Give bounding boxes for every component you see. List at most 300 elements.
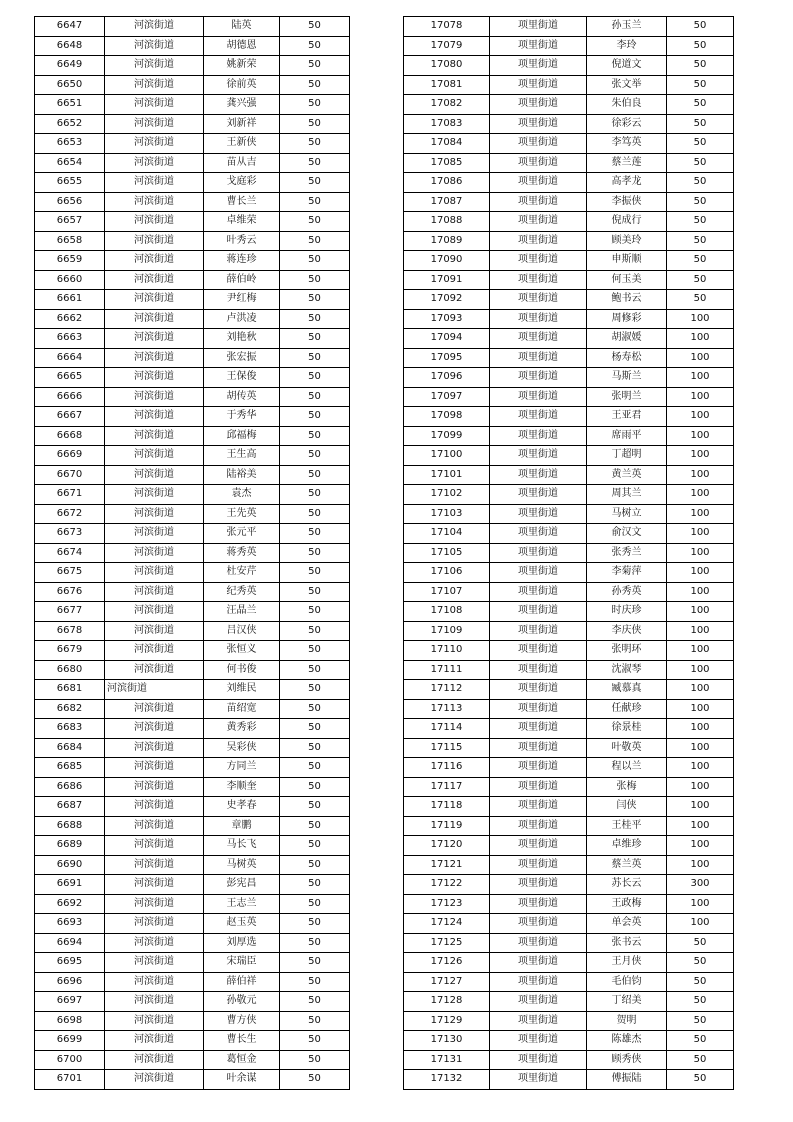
name-cell: 胡德恩 <box>204 36 280 56</box>
name-cell: 蒋连珍 <box>204 251 280 271</box>
table-row <box>404 855 734 875</box>
table-row <box>35 17 350 37</box>
row-number-cell: 17106 <box>404 563 490 583</box>
table-row <box>404 621 734 641</box>
street-cell: 河滨街道 <box>105 621 204 641</box>
table-row <box>404 192 734 212</box>
row-number-cell: 17131 <box>404 1050 490 1070</box>
table-row <box>35 680 350 700</box>
name-cell: 龚兴强 <box>204 95 280 115</box>
street-cell: 河滨街道 <box>105 894 204 914</box>
row-number-cell: 17084 <box>404 134 490 154</box>
amount-cell: 50 <box>280 368 350 388</box>
name-cell: 闫侠 <box>587 797 667 817</box>
row-number-cell: 17112 <box>404 680 490 700</box>
amount-cell: 50 <box>280 777 350 797</box>
amount-cell: 50 <box>280 173 350 193</box>
table-row <box>35 875 350 895</box>
street-cell: 项里街道 <box>490 855 587 875</box>
amount-cell: 50 <box>280 56 350 76</box>
street-cell: 项里街道 <box>490 134 587 154</box>
name-cell: 刘艳秋 <box>204 329 280 349</box>
street-cell: 河滨街道 <box>105 836 204 856</box>
name-cell: 倪成行 <box>587 212 667 232</box>
street-cell: 项里街道 <box>490 485 587 505</box>
table-row <box>35 855 350 875</box>
amount-cell: 50 <box>667 173 734 193</box>
row-number-cell: 17126 <box>404 953 490 973</box>
right-table <box>403 16 734 1090</box>
name-cell: 薛伯岭 <box>204 270 280 290</box>
amount-cell: 50 <box>280 75 350 95</box>
name-cell: 顾秀侠 <box>587 1050 667 1070</box>
amount-cell: 50 <box>280 524 350 544</box>
amount-cell: 50 <box>280 387 350 407</box>
amount-cell: 50 <box>280 953 350 973</box>
amount-cell: 100 <box>667 680 734 700</box>
street-cell: 项里街道 <box>490 192 587 212</box>
row-number-cell: 6678 <box>35 621 105 641</box>
name-cell: 周其兰 <box>587 485 667 505</box>
row-number-cell: 6701 <box>35 1070 105 1090</box>
amount-cell: 50 <box>667 1031 734 1051</box>
row-number-cell: 17130 <box>404 1031 490 1051</box>
row-number-cell: 6670 <box>35 465 105 485</box>
name-cell: 时庆珍 <box>587 602 667 622</box>
amount-cell: 50 <box>280 212 350 232</box>
name-cell: 宋瑞臣 <box>204 953 280 973</box>
row-number-cell: 17125 <box>404 933 490 953</box>
amount-cell: 100 <box>667 641 734 661</box>
street-cell: 河滨街道 <box>105 36 204 56</box>
street-cell: 项里街道 <box>490 368 587 388</box>
name-cell: 张宏振 <box>204 348 280 368</box>
name-cell: 丁超明 <box>587 446 667 466</box>
name-cell: 李顺奎 <box>204 777 280 797</box>
amount-cell: 100 <box>667 777 734 797</box>
amount-cell: 50 <box>280 1050 350 1070</box>
name-cell: 王生高 <box>204 446 280 466</box>
table-row <box>404 348 734 368</box>
row-number-cell: 6695 <box>35 953 105 973</box>
street-cell: 项里街道 <box>490 621 587 641</box>
table-row <box>404 836 734 856</box>
street-cell: 河滨街道 <box>105 485 204 505</box>
amount-cell: 100 <box>667 465 734 485</box>
name-cell: 李振侠 <box>587 192 667 212</box>
table-row <box>404 504 734 524</box>
amount-cell: 50 <box>280 680 350 700</box>
row-number-cell: 6694 <box>35 933 105 953</box>
amount-cell: 100 <box>667 660 734 680</box>
table-row <box>404 719 734 739</box>
street-cell: 项里街道 <box>490 36 587 56</box>
street-cell: 项里街道 <box>490 719 587 739</box>
table-row <box>35 387 350 407</box>
row-number-cell: 17088 <box>404 212 490 232</box>
row-number-cell: 6681 <box>35 680 105 700</box>
row-number-cell: 6700 <box>35 1050 105 1070</box>
table-row <box>404 309 734 329</box>
table-row <box>35 153 350 173</box>
name-cell: 高孝龙 <box>587 173 667 193</box>
row-number-cell: 17109 <box>404 621 490 641</box>
amount-cell: 100 <box>667 836 734 856</box>
name-cell: 蔡兰英 <box>587 855 667 875</box>
row-number-cell: 6699 <box>35 1031 105 1051</box>
street-cell: 河滨街道 <box>105 758 204 778</box>
table-row <box>35 114 350 134</box>
name-cell: 徐彩云 <box>587 114 667 134</box>
row-number-cell: 6668 <box>35 426 105 446</box>
street-cell: 河滨街道 <box>105 933 204 953</box>
row-number-cell: 17122 <box>404 875 490 895</box>
street-cell: 项里街道 <box>490 582 587 602</box>
table-row <box>35 270 350 290</box>
table-row <box>404 602 734 622</box>
name-cell: 张明环 <box>587 641 667 661</box>
amount-cell: 50 <box>667 992 734 1012</box>
table-row <box>35 621 350 641</box>
amount-cell: 100 <box>667 387 734 407</box>
table-row <box>35 972 350 992</box>
name-cell: 刘厚选 <box>204 933 280 953</box>
amount-cell: 100 <box>667 914 734 934</box>
row-number-cell: 17081 <box>404 75 490 95</box>
table-row <box>404 582 734 602</box>
name-cell: 陆英 <box>204 17 280 37</box>
table-row <box>35 797 350 817</box>
street-cell: 河滨街道 <box>105 465 204 485</box>
name-cell: 薛伯祥 <box>204 972 280 992</box>
table-row <box>35 446 350 466</box>
amount-cell: 50 <box>280 465 350 485</box>
table-row <box>404 758 734 778</box>
street-cell: 项里街道 <box>490 524 587 544</box>
amount-cell: 50 <box>280 582 350 602</box>
row-number-cell: 6650 <box>35 75 105 95</box>
name-cell: 朱伯良 <box>587 95 667 115</box>
name-cell: 王政梅 <box>587 894 667 914</box>
table-row <box>35 738 350 758</box>
street-cell: 项里街道 <box>490 153 587 173</box>
row-number-cell: 6691 <box>35 875 105 895</box>
street-cell: 河滨街道 <box>105 719 204 739</box>
street-cell: 项里街道 <box>490 1050 587 1070</box>
row-number-cell: 6655 <box>35 173 105 193</box>
street-cell: 项里街道 <box>490 1070 587 1090</box>
name-cell: 胡传英 <box>204 387 280 407</box>
table-row <box>404 153 734 173</box>
amount-cell: 50 <box>280 855 350 875</box>
name-cell: 杜安芹 <box>204 563 280 583</box>
name-cell: 倪道文 <box>587 56 667 76</box>
row-number-cell: 17087 <box>404 192 490 212</box>
street-cell: 项里街道 <box>490 426 587 446</box>
row-number-cell: 17085 <box>404 153 490 173</box>
table-row <box>35 75 350 95</box>
table-row <box>35 992 350 1012</box>
street-cell: 河滨街道 <box>105 914 204 934</box>
amount-cell: 100 <box>667 699 734 719</box>
amount-cell: 50 <box>280 894 350 914</box>
street-cell: 项里街道 <box>490 56 587 76</box>
street-cell: 河滨街道 <box>105 699 204 719</box>
row-number-cell: 6648 <box>35 36 105 56</box>
name-cell: 黄秀彩 <box>204 719 280 739</box>
row-number-cell: 6671 <box>35 485 105 505</box>
row-number-cell: 17108 <box>404 602 490 622</box>
table-row <box>35 251 350 271</box>
amount-cell: 50 <box>280 563 350 583</box>
name-cell: 毛伯钧 <box>587 972 667 992</box>
name-cell: 纪秀英 <box>204 582 280 602</box>
street-cell: 河滨街道 <box>105 309 204 329</box>
table-row <box>35 563 350 583</box>
row-number-cell: 6651 <box>35 95 105 115</box>
row-number-cell: 6661 <box>35 290 105 310</box>
row-number-cell: 17127 <box>404 972 490 992</box>
name-cell: 张文举 <box>587 75 667 95</box>
amount-cell: 100 <box>667 797 734 817</box>
row-number-cell: 6672 <box>35 504 105 524</box>
street-cell: 河滨街道 <box>105 387 204 407</box>
street-cell: 项里街道 <box>490 212 587 232</box>
amount-cell: 50 <box>280 621 350 641</box>
street-cell: 项里街道 <box>490 251 587 271</box>
amount-cell: 50 <box>280 992 350 1012</box>
name-cell: 孙敬元 <box>204 992 280 1012</box>
row-number-cell: 6685 <box>35 758 105 778</box>
name-cell: 单会英 <box>587 914 667 934</box>
row-number-cell: 17095 <box>404 348 490 368</box>
row-number-cell: 6667 <box>35 407 105 427</box>
table-row <box>35 543 350 563</box>
amount-cell: 50 <box>280 972 350 992</box>
street-cell: 项里街道 <box>490 738 587 758</box>
street-cell: 河滨街道 <box>105 17 204 37</box>
name-cell: 丁绍美 <box>587 992 667 1012</box>
table-row <box>404 777 734 797</box>
name-cell: 马树英 <box>204 855 280 875</box>
street-cell: 项里街道 <box>490 309 587 329</box>
name-cell: 史孝春 <box>204 797 280 817</box>
table-row <box>35 173 350 193</box>
table-row <box>404 680 734 700</box>
name-cell: 叶余谋 <box>204 1070 280 1090</box>
name-cell: 何书俊 <box>204 660 280 680</box>
table-row <box>404 797 734 817</box>
name-cell: 叶秀云 <box>204 231 280 251</box>
amount-cell: 50 <box>280 1011 350 1031</box>
amount-cell: 100 <box>667 582 734 602</box>
street-cell: 项里街道 <box>490 95 587 115</box>
name-cell: 刘维民 <box>204 680 280 700</box>
street-cell: 河滨街道 <box>105 543 204 563</box>
name-cell: 徐景桂 <box>587 719 667 739</box>
amount-cell: 100 <box>667 543 734 563</box>
street-cell: 河滨街道 <box>105 816 204 836</box>
table-row <box>404 75 734 95</box>
table-row <box>404 641 734 661</box>
row-number-cell: 6662 <box>35 309 105 329</box>
name-cell: 王月侠 <box>587 953 667 973</box>
amount-cell: 50 <box>667 114 734 134</box>
table-row <box>404 329 734 349</box>
amount-cell: 100 <box>667 621 734 641</box>
row-number-cell: 17082 <box>404 95 490 115</box>
name-cell: 马长飞 <box>204 836 280 856</box>
street-cell: 河滨街道 <box>105 270 204 290</box>
table-row <box>35 212 350 232</box>
row-number-cell: 17105 <box>404 543 490 563</box>
row-number-cell: 6660 <box>35 270 105 290</box>
amount-cell: 50 <box>667 134 734 154</box>
row-number-cell: 17104 <box>404 524 490 544</box>
amount-cell: 50 <box>667 212 734 232</box>
row-number-cell: 6686 <box>35 777 105 797</box>
table-row <box>404 660 734 680</box>
amount-cell: 50 <box>280 153 350 173</box>
amount-cell: 50 <box>280 329 350 349</box>
row-number-cell: 6682 <box>35 699 105 719</box>
table-row <box>404 738 734 758</box>
row-number-cell: 6658 <box>35 231 105 251</box>
table-row <box>404 134 734 154</box>
table-row <box>404 465 734 485</box>
name-cell: 张秀兰 <box>587 543 667 563</box>
street-cell: 河滨街道 <box>105 348 204 368</box>
name-cell: 葛恒金 <box>204 1050 280 1070</box>
row-number-cell: 6647 <box>35 17 105 37</box>
row-number-cell: 6698 <box>35 1011 105 1031</box>
table-row <box>35 914 350 934</box>
amount-cell: 50 <box>280 1070 350 1090</box>
table-row <box>35 524 350 544</box>
name-cell: 刘新祥 <box>204 114 280 134</box>
name-cell: 马斯兰 <box>587 368 667 388</box>
amount-cell: 50 <box>667 75 734 95</box>
row-number-cell: 17093 <box>404 309 490 329</box>
name-cell: 卓维荣 <box>204 212 280 232</box>
name-cell: 尹红梅 <box>204 290 280 310</box>
row-number-cell: 17092 <box>404 290 490 310</box>
street-cell: 项里街道 <box>490 446 587 466</box>
street-cell: 项里街道 <box>490 933 587 953</box>
street-cell: 项里街道 <box>490 290 587 310</box>
street-cell: 河滨街道 <box>105 173 204 193</box>
name-cell: 汪晶兰 <box>204 602 280 622</box>
table-row <box>35 641 350 661</box>
table-row <box>35 894 350 914</box>
row-number-cell: 6696 <box>35 972 105 992</box>
street-cell: 河滨街道 <box>105 582 204 602</box>
amount-cell: 50 <box>667 251 734 271</box>
table-row <box>35 719 350 739</box>
street-cell: 项里街道 <box>490 329 587 349</box>
table-row <box>404 894 734 914</box>
row-number-cell: 17123 <box>404 894 490 914</box>
name-cell: 李玲 <box>587 36 667 56</box>
table-row <box>35 231 350 251</box>
name-cell: 席雨平 <box>587 426 667 446</box>
street-cell: 河滨街道 <box>105 1011 204 1031</box>
row-number-cell: 6665 <box>35 368 105 388</box>
amount-cell: 50 <box>280 797 350 817</box>
row-number-cell: 17128 <box>404 992 490 1012</box>
street-cell: 河滨街道 <box>105 777 204 797</box>
name-cell: 戈庭彩 <box>204 173 280 193</box>
amount-cell: 100 <box>667 329 734 349</box>
row-number-cell: 17080 <box>404 56 490 76</box>
row-number-cell: 17116 <box>404 758 490 778</box>
street-cell: 项里街道 <box>490 387 587 407</box>
name-cell: 张梅 <box>587 777 667 797</box>
name-cell: 臧慕真 <box>587 680 667 700</box>
amount-cell: 50 <box>667 153 734 173</box>
row-number-cell: 6692 <box>35 894 105 914</box>
amount-cell: 50 <box>280 407 350 427</box>
name-cell: 马树立 <box>587 504 667 524</box>
row-number-cell: 6664 <box>35 348 105 368</box>
amount-cell: 50 <box>280 114 350 134</box>
table-row <box>35 699 350 719</box>
name-cell: 曹长生 <box>204 1031 280 1051</box>
row-number-cell: 17107 <box>404 582 490 602</box>
amount-cell: 100 <box>667 719 734 739</box>
name-cell: 卓维珍 <box>587 836 667 856</box>
table-row <box>404 387 734 407</box>
table-row <box>404 1070 734 1090</box>
name-cell: 苗绍宽 <box>204 699 280 719</box>
row-number-cell: 6659 <box>35 251 105 271</box>
row-number-cell: 17094 <box>404 329 490 349</box>
name-cell: 苏长云 <box>587 875 667 895</box>
row-number-cell: 17120 <box>404 836 490 856</box>
amount-cell: 50 <box>667 17 734 37</box>
row-number-cell: 17129 <box>404 1011 490 1031</box>
street-cell: 河滨街道 <box>105 446 204 466</box>
table-row <box>35 1011 350 1031</box>
row-number-cell: 17111 <box>404 660 490 680</box>
street-cell: 河滨街道 <box>105 992 204 1012</box>
street-cell: 项里街道 <box>490 1011 587 1031</box>
amount-cell: 50 <box>280 758 350 778</box>
table-row <box>404 270 734 290</box>
street-cell: 河滨街道 <box>105 953 204 973</box>
street-cell: 项里街道 <box>490 543 587 563</box>
row-number-cell: 17119 <box>404 816 490 836</box>
name-cell: 卢洪凌 <box>204 309 280 329</box>
street-cell: 河滨街道 <box>105 114 204 134</box>
name-cell: 王保俊 <box>204 368 280 388</box>
right-table-body <box>404 17 734 1090</box>
row-number-cell: 17099 <box>404 426 490 446</box>
row-number-cell: 6676 <box>35 582 105 602</box>
street-cell: 河滨街道 <box>105 855 204 875</box>
name-cell: 张恒义 <box>204 641 280 661</box>
row-number-cell: 6683 <box>35 719 105 739</box>
table-row <box>404 95 734 115</box>
street-cell: 项里街道 <box>490 797 587 817</box>
name-cell: 鲍书云 <box>587 290 667 310</box>
street-cell: 河滨街道 <box>105 75 204 95</box>
row-number-cell: 6666 <box>35 387 105 407</box>
street-cell: 河滨街道 <box>105 641 204 661</box>
table-row <box>404 290 734 310</box>
table-row <box>404 914 734 934</box>
amount-cell: 50 <box>280 446 350 466</box>
